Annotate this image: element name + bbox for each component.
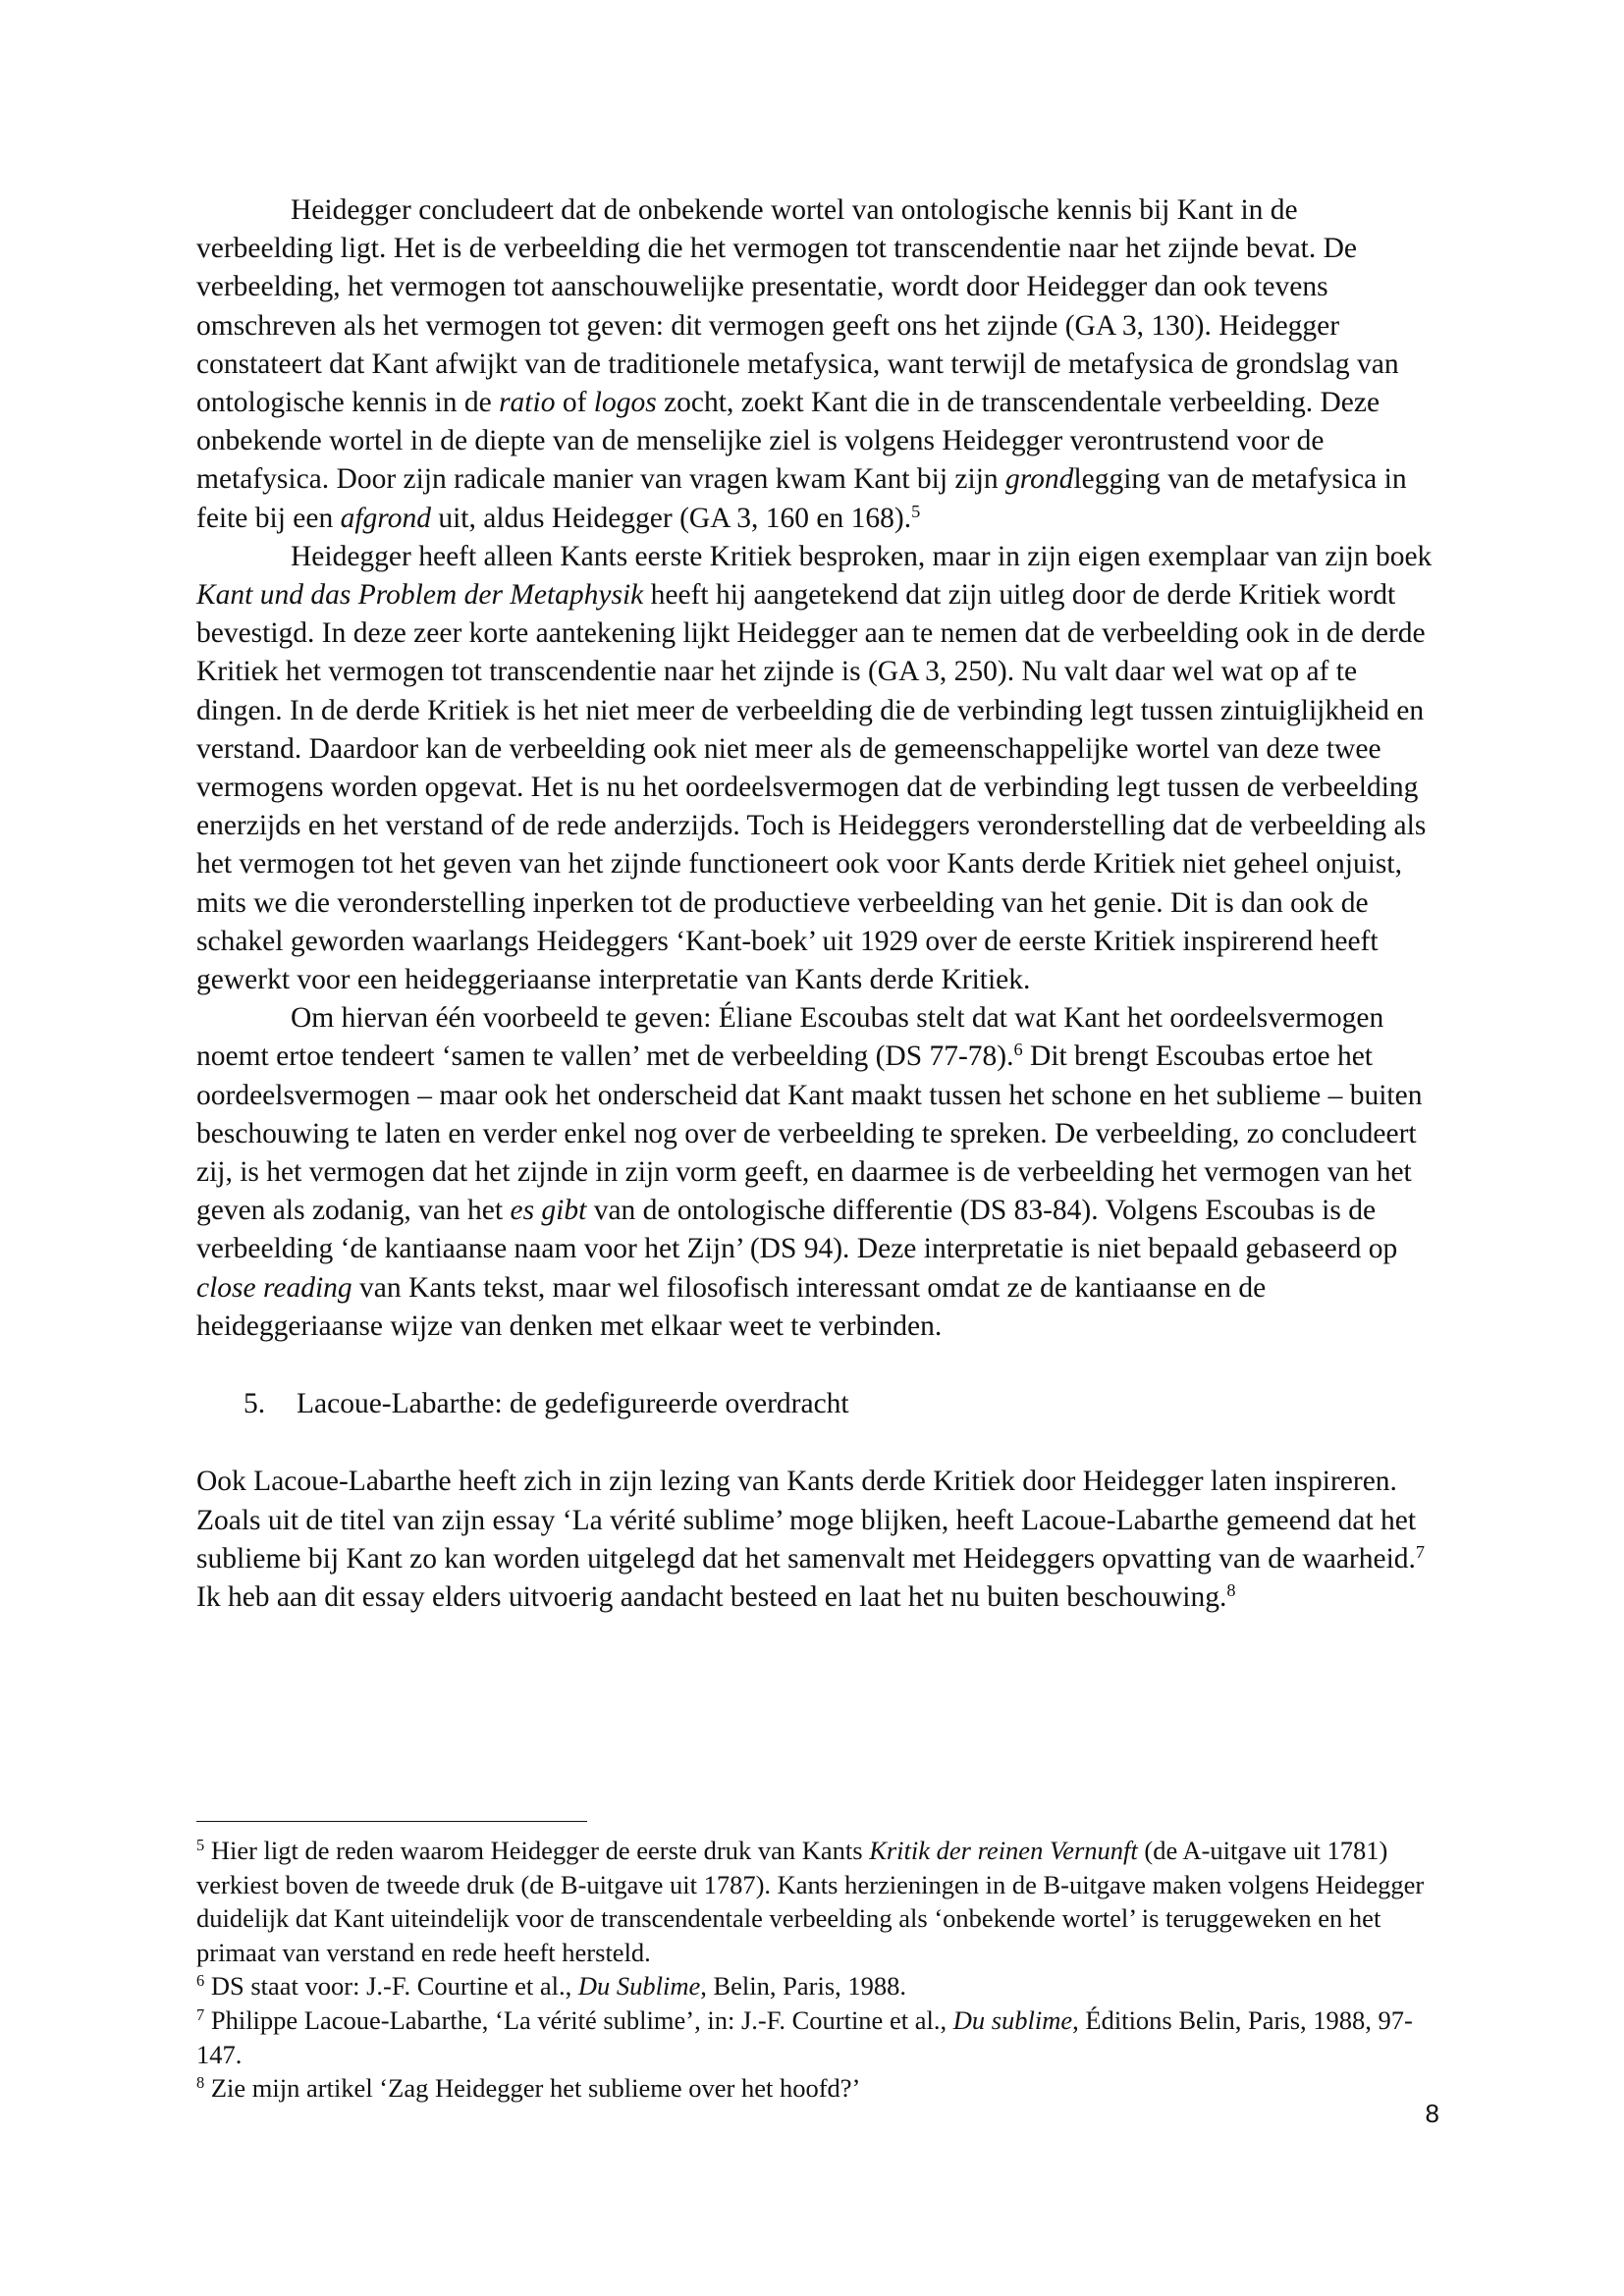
text-run: , Belin, Paris, 1988. [700,1971,907,2002]
text-run: Ook Lacoue-Labarthe heeft zich in zijn lezing van Kants derde Kritiek door Heidegger laten inspireren. Zoals uit de titel van zijn essay ‘La vérité sublime’ moge blijken, heeft Lacoue-Labarthe gemeend dat het sublieme bij Kant zo kan worden uitgelegd dat het samenvalt met Heideggers opvatting van de waarheid. [196,1466,1417,1575]
italic-term: ratio [499,387,556,419]
footnote-marker: 5 [196,1835,205,1854]
footnotes [196,1834,1441,2106]
italic-term: logos [593,387,657,419]
section-number: 5. [244,1388,266,1420]
text-run: (de A-uitgave uit 1781) verkiest boven de tweede druk (de B-uitgave uit 1787). Kants herzieningen in de B-uitgave maken volgens Heidegger duidelijk dat Kant uiteindelijk voor de transcendentale verbeelding als ‘onbekende wortel’ is teruggeweken en het primaat van verstand en rede heeft hersteld. [196,1836,1425,1967]
footnote-marker: 8 [196,2073,205,2093]
footnote-marker: 7 [196,2004,205,2024]
italic-term: afgrond [340,502,431,534]
text-run: van de ontologische differentie (DS 83-84). Volgens Escoubas is de verbeelding ‘de kantiaanse naam voor het Zijn’ (DS 94). Deze interpretatie is niet bepaald gebaseerd op [196,1195,1398,1265]
footnote-reference[interactable]: 5 [911,501,921,521]
text-run: zocht, zoekt Kant die in de transcendentale verbeelding. Deze onbekende wortel in de diepte van de menselijke ziel is volgens Heidegger verontrustend voor de metafysica. Door zijn radicale manier van vragen kwam Kant bij zijn [196,387,1380,496]
section-heading [196,1385,1441,1423]
text-run: Heidegger concludeert dat de onbekende wortel van ontologische kennis bij Kant in de verbeelding ligt. Het is de verbeelding die het vermogen tot transcendentie naar het zijnde bevat. De verbeelding, het vermogen tot aanschouwelijke presentatie, wordt door Heidegger dan ook tevens omschreven als het vermogen tot geven: dit vermogen geeft ons het zijnde (GA 3, 130). Heidegger constateert dat Kant afwijkt van de traditionele metafysica, want terwijl de metafysica de grondslag van ontologische kennis in de [196,194,1399,419]
paragraph-heidegger-verbeelding [196,191,1441,538]
text-run: DS staat voor: J.-F. Courtine et al., [204,1971,578,2002]
text-run: Dit brengt Escoubas ertoe het oordeelsvermogen – maar ook het onderscheid dat Kant maakt tussen het schone en het sublieme – buiten beschouwing te laten en verder enkel nog over de verbeelding te spreken. De verbeelding, zo concludeert zij, is het vermogen dat het zijnde in zijn vorm geeft, en daarmee is de verbeelding het vermogen van het geven als zodanig, van het [196,1041,1423,1227]
footnote [196,1969,1441,2003]
text-run: , Éditions Belin, Paris, 1988, 97-147. [196,2004,1413,2069]
page-number: 8 [1425,2099,1439,2128]
paragraph-lacoue-labarthe [196,1463,1441,1617]
footnote-marker: 6 [196,1971,205,1991]
section-title: Lacoue-Labarthe: de gedefigureerde overdracht [297,1388,849,1420]
book-title: Du Sublime [577,1971,701,2002]
italic-term: es gibt [510,1195,587,1227]
footnote-reference[interactable]: 7 [1415,1541,1426,1562]
text-run: uit, aldus Heidegger (GA 3, 160 en 168). [430,502,912,534]
italic-term: grond [1005,463,1074,496]
footnote-reference[interactable]: 8 [1226,1579,1236,1600]
italic-term: close reading [196,1271,352,1304]
text-run: Philippe Lacoue-Labarthe, ‘La vérité sublime’, in: J.-F. Courtine et al., [204,2004,953,2035]
text-run: Zie mijn artikel ‘Zag Heidegger het sublieme over het hoofd?’ [204,2073,861,2104]
book-title: Kant und das Problem der Metaphysik [196,579,644,612]
text-run: heeft hij aangetekend dat zijn uitleg door de derde Kritiek wordt bevestigd. In deze zeer korte aantekening lijkt Heidegger aan te nemen dat de verbeelding ook in de derde Kritiek het vermogen tot transcendentie naar het zijnde is (GA 3, 250). Nu valt daar wel wat op af te dingen. In de derde Kritiek is het niet meer de verbeelding die de verbinding legt tussen zintuiglijkheid en verstand. Daardoor kan de verbeelding ook niet meer als de gemeenschappelijke wortel van deze twee vermogens worden opgevat. Het is nu het oordeelsvermogen dat de verbinding legt tussen de verbeelding enerzijds en het verstand of de rede anderzijds. Toch is Heideggers veronderstelling dat de verbeelding als het vermogen tot het geven van het zijnde functioneert ook voor Kants derde Kritiek niet geheel onjuist, mits we die veronderstelling inperken tot de productieve verbeelding van het genie. Dit is dan ook de schakel geworden waarlangs Heideggers ‘Kant-boek’ uit 1929 over de eerste Kritiek inspirerend heeft gewerkt voor een heideggeriaanse interpretatie van Kants derde Kritiek. [196,579,1427,996]
footnote [196,2071,1441,2106]
text-run: Hier ligt de reden waarom Heidegger de eerste druk van Kants [204,1836,870,1865]
text-run: Om hiervan één voorbeeld te geven: Éliane Escoubas stelt dat wat Kant het oordeelsvermogen noemt ertoe tendeert ‘samen te vallen’ met de verbeelding (DS 77-78). [196,1002,1384,1073]
text-run: van Kants tekst, maar wel filosofisch interessant omdat ze de kantiaanse en de heideggeriaanse wijze van denken met elkaar weet te verbinden. [196,1271,1267,1342]
footnote [196,1834,1441,1969]
paragraph-derde-kritiek [196,538,1441,999]
text-run: legging van de metafysica in feite bij een [196,463,1407,534]
text-run: Heidegger heeft alleen Kants eerste Kritiek besproken, maar in zijn eigen exemplaar van zijn boek [291,540,1433,572]
paragraph-escoubas [196,999,1441,1346]
footnote [196,2003,1441,2071]
footnote-separator [196,1821,587,1822]
text-run: Ik heb aan dit essay elders uitvoerig aandacht besteed en laat het nu buiten beschouwing. [196,1580,1227,1613]
text-run: of [555,387,594,419]
main-text [196,191,1441,1617]
book-title: Du sublime [952,2004,1073,2035]
book-title: Kritik der reinen Vernunft [869,1836,1138,1865]
footnote-reference[interactable]: 6 [1013,1040,1023,1060]
